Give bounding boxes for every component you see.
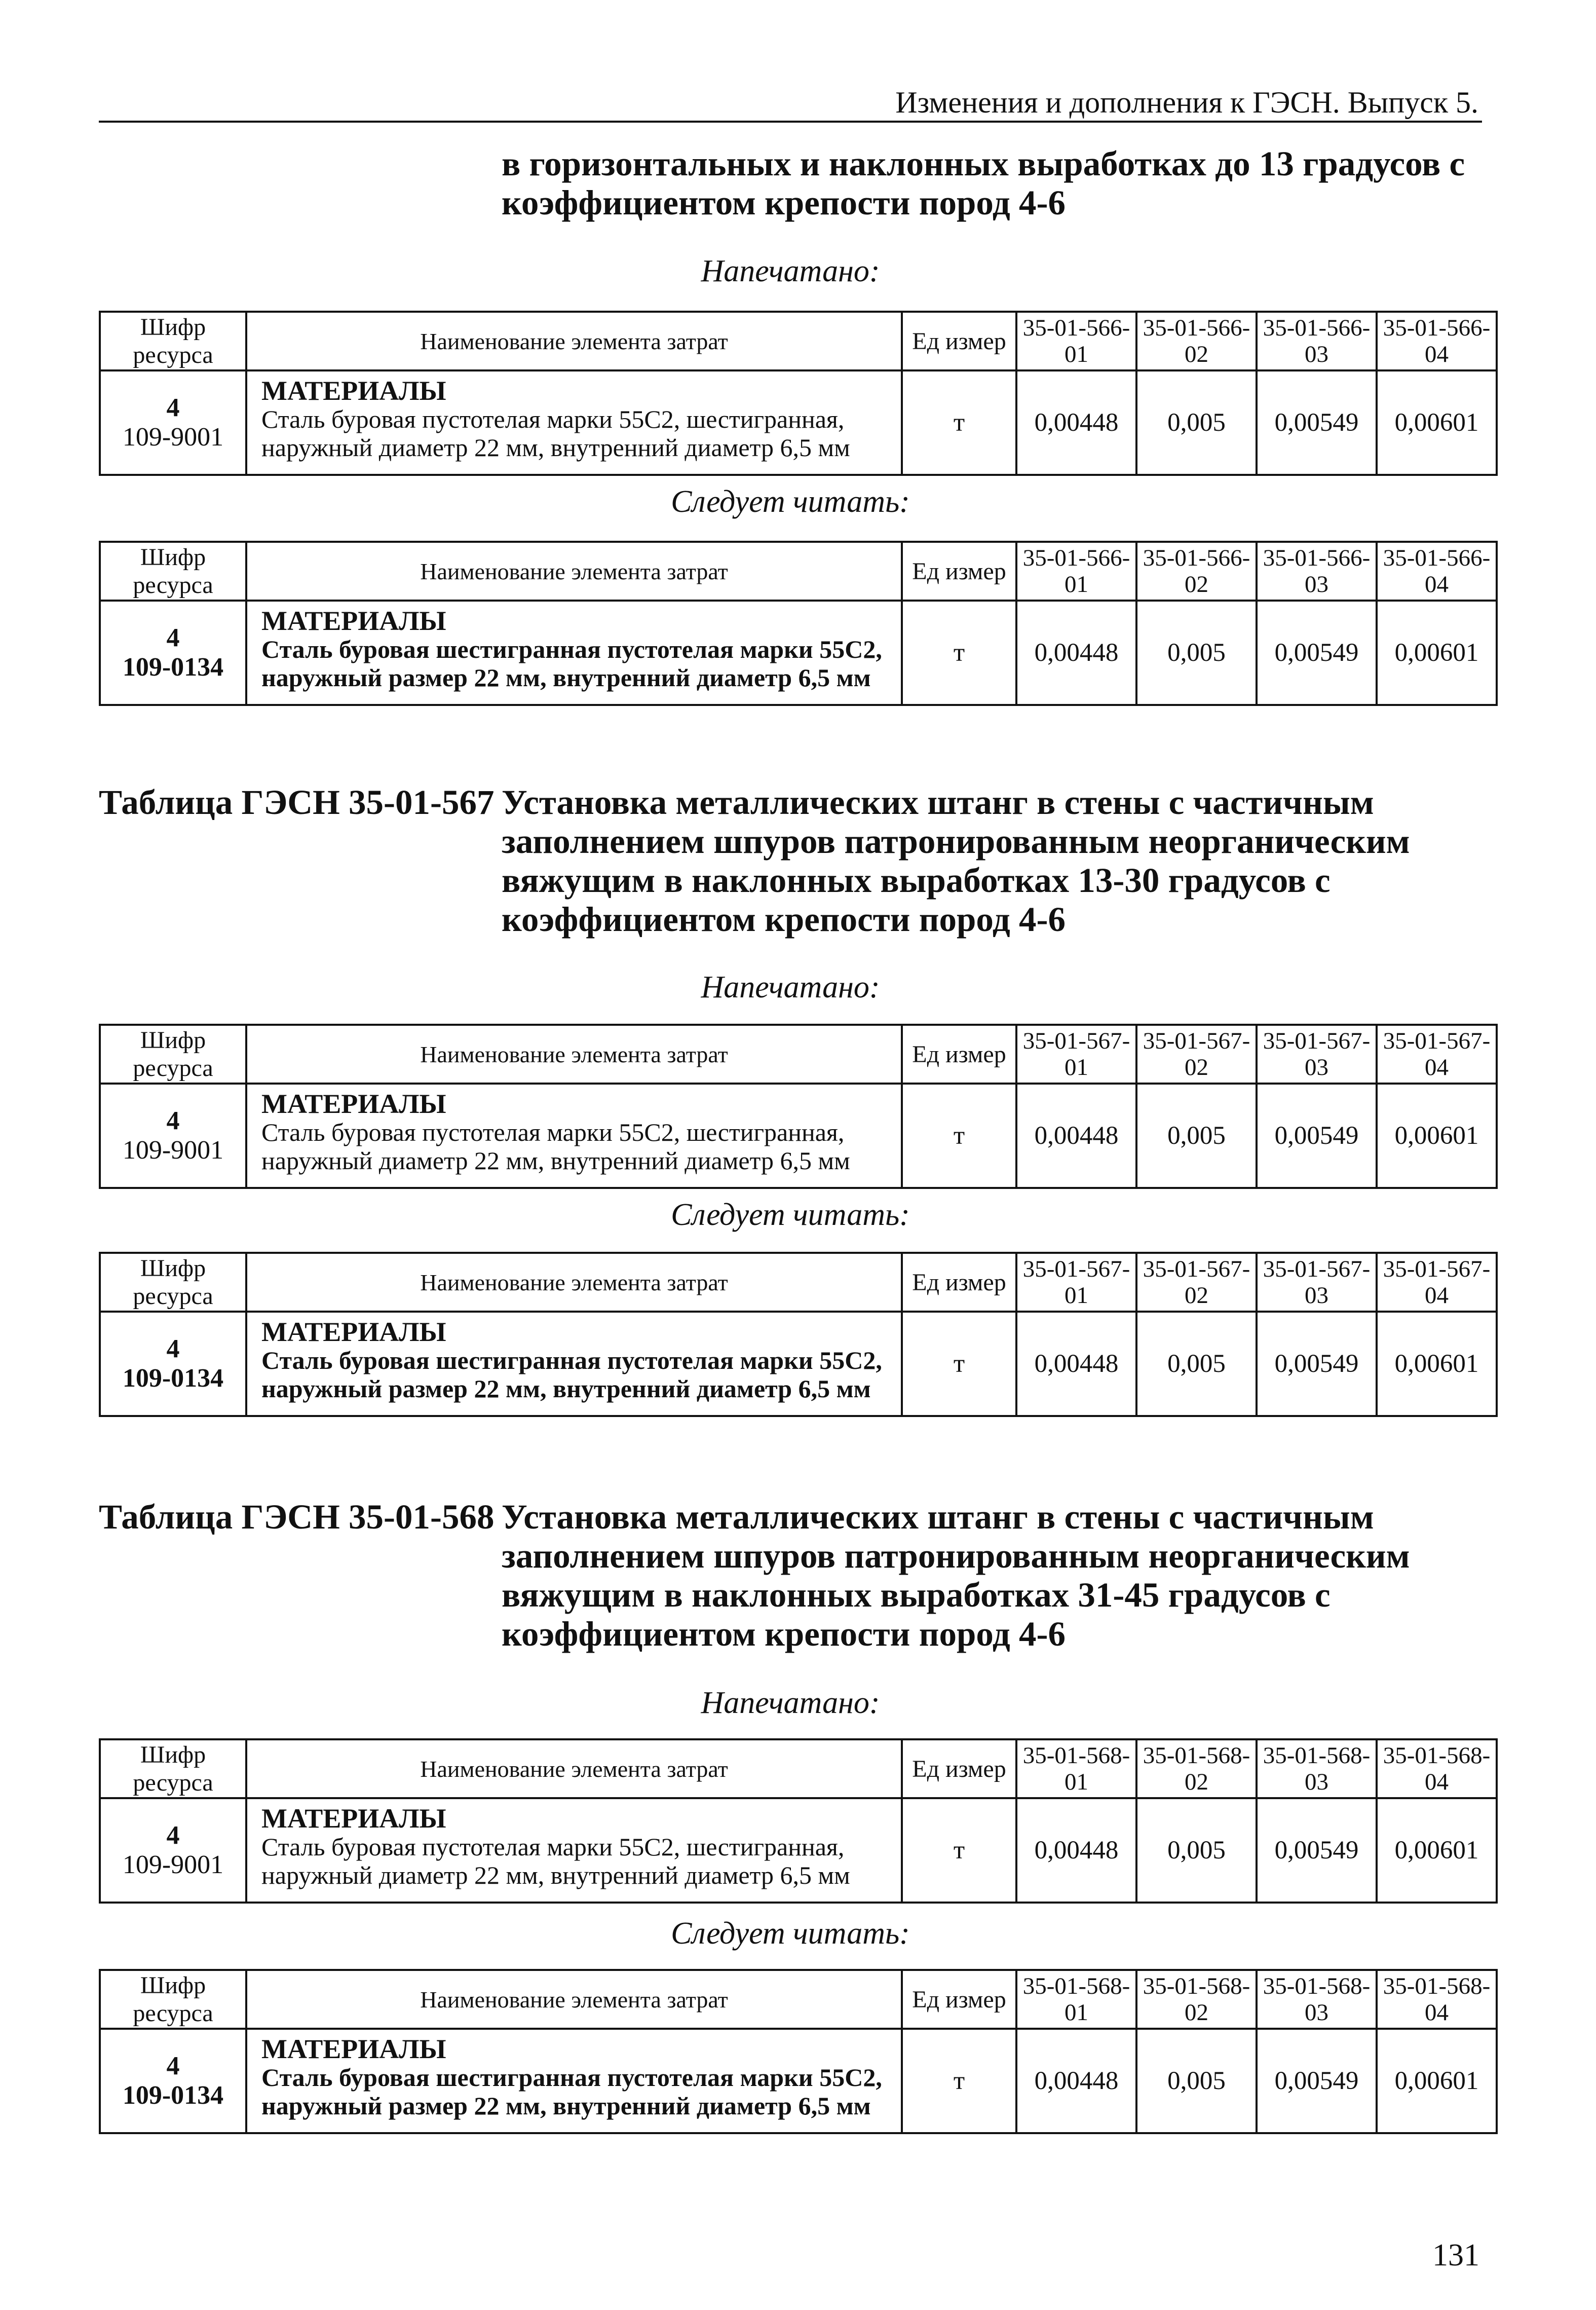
group-label: МАТЕРИАЛЫ — [261, 1317, 446, 1347]
group-label: МАТЕРИАЛЫ — [261, 606, 446, 636]
value-cell: 0,00448 — [1016, 2029, 1136, 2133]
printed-resource-table — [99, 1024, 1498, 1189]
value-cell: 0,00601 — [1377, 2029, 1497, 2133]
table-row — [100, 1798, 1497, 1903]
value-cell: 0,00549 — [1257, 601, 1377, 705]
header-name: Наименование элемента затрат — [246, 1253, 902, 1312]
table-row — [100, 2029, 1497, 2133]
header-norm-code: 35-01-566-01 — [1016, 312, 1136, 370]
header-norm-code: 35-01-566-03 — [1257, 542, 1377, 601]
corrected-resource-table — [99, 1252, 1498, 1417]
header-code: Шифр ресурса — [100, 542, 246, 601]
resource-code-cell — [100, 370, 246, 475]
value-cell: 0,00601 — [1377, 1798, 1497, 1903]
header-norm-code: 35-01-566-03 — [1257, 312, 1377, 370]
resource-name: Сталь буровая пустотелая марки 55С2, шестигранная, наружный диаметр 22 мм, внутренний диаметр 6,5 мм — [261, 1833, 850, 1889]
value-cell: 0,005 — [1136, 1312, 1257, 1416]
header-name: Наименование элемента затрат — [246, 1970, 902, 2029]
group-number: 4 — [166, 1334, 180, 1363]
value-cell: 0,00448 — [1016, 1084, 1136, 1188]
header-norm-code: 35-01-568-03 — [1257, 1739, 1377, 1798]
resource-name-cell — [246, 601, 902, 705]
header-divider — [99, 121, 1482, 123]
header-norm-code: 35-01-567-04 — [1377, 1253, 1497, 1312]
table-row — [100, 1084, 1497, 1188]
printed-resource-table — [99, 1738, 1498, 1904]
page-header: Изменения и дополнения к ГЭСН. Выпуск 5. — [895, 86, 1478, 119]
corrected-resource-table — [99, 541, 1498, 706]
value-cell: 0,005 — [1136, 1084, 1257, 1188]
header-unit: Ед измер — [902, 1025, 1016, 1084]
resource-name: Сталь буровая шестигранная пустотелая марки 55С2, наружный размер 22 мм, внутренний диаметр 6,5 мм — [261, 2063, 882, 2120]
resource-code-cell — [100, 1312, 246, 1416]
resource-code: 109-0134 — [122, 653, 224, 682]
value-cell: 0,00448 — [1016, 601, 1136, 705]
resource-name: Сталь буровая шестигранная пустотелая марки 55С2, наружный размер 22 мм, внутренний диаметр 6,5 мм — [261, 635, 882, 692]
header-norm-code: 35-01-567-01 — [1016, 1253, 1136, 1312]
corrected-resource-table — [99, 1969, 1498, 2134]
resource-name-cell — [246, 1084, 902, 1188]
value-cell: 0,00549 — [1257, 1084, 1377, 1188]
header-norm-code: 35-01-566-04 — [1377, 312, 1497, 370]
header-code: Шифр ресурса — [100, 1739, 246, 1798]
unit-cell: т — [902, 2029, 1016, 2133]
page-number: 131 — [1432, 2238, 1479, 2272]
should-read-label: Следует читать: — [671, 485, 910, 519]
value-cell: 0,00549 — [1257, 370, 1377, 475]
header-name: Наименование элемента затрат — [246, 542, 902, 601]
value-cell: 0,005 — [1136, 601, 1257, 705]
table-header-row — [100, 312, 1497, 370]
header-norm-code: 35-01-567-01 — [1016, 1025, 1136, 1084]
header-norm-code: 35-01-568-04 — [1377, 1739, 1497, 1798]
value-cell: 0,00448 — [1016, 370, 1136, 475]
header-unit: Ед измер — [902, 1253, 1016, 1312]
unit-cell: т — [902, 1312, 1016, 1416]
resource-code: 109-0134 — [122, 2081, 224, 2110]
group-number: 4 — [166, 1821, 180, 1850]
header-unit: Ед измер — [902, 1739, 1016, 1798]
header-unit: Ед измер — [902, 312, 1016, 370]
header-code: Шифр ресурса — [100, 1253, 246, 1312]
resource-code: 109-9001 — [122, 1850, 224, 1879]
header-norm-code: 35-01-568-02 — [1136, 1739, 1257, 1798]
table-title — [99, 783, 1497, 939]
should-read-label: Следует читать: — [671, 1916, 910, 1951]
resource-name-cell — [246, 1312, 902, 1416]
header-norm-code: 35-01-568-01 — [1016, 1970, 1136, 2029]
group-label: МАТЕРИАЛЫ — [261, 1089, 446, 1119]
header-norm-code: 35-01-568-04 — [1377, 1970, 1497, 2029]
resource-name-cell — [246, 2029, 902, 2133]
printed-label: Напечатано: — [701, 1686, 880, 1720]
unit-cell: т — [902, 601, 1016, 705]
value-cell: 0,00448 — [1016, 1312, 1136, 1416]
unit-cell: т — [902, 370, 1016, 475]
header-norm-code: 35-01-566-04 — [1377, 542, 1497, 601]
value-cell: 0,005 — [1136, 370, 1257, 475]
resource-code-cell — [100, 2029, 246, 2133]
resource-name-cell — [246, 1798, 902, 1903]
header-unit: Ед измер — [902, 1970, 1016, 2029]
should-read-label: Следует читать: — [671, 1198, 910, 1232]
header-norm-code: 35-01-567-03 — [1257, 1025, 1377, 1084]
table-header-row — [100, 1253, 1497, 1312]
header-code: Шифр ресурса — [100, 1970, 246, 2029]
group-number: 4 — [166, 1106, 180, 1135]
header-unit: Ед измер — [902, 542, 1016, 601]
header-name: Наименование элемента затрат — [246, 312, 902, 370]
header-norm-code: 35-01-568-03 — [1257, 1970, 1377, 2029]
header-norm-code: 35-01-566-02 — [1136, 312, 1257, 370]
group-number: 4 — [166, 393, 180, 422]
table-title-prefix: Таблица ГЭСН 35-01-567 — [99, 783, 495, 822]
value-cell: 0,00601 — [1377, 1312, 1497, 1416]
table-header-row — [100, 542, 1497, 601]
table-row — [100, 601, 1497, 705]
resource-name-cell — [246, 370, 902, 475]
table-header-row — [100, 1025, 1497, 1084]
intro-title: в горизонтальных и наклонных выработках до 13 градусов с коэффициентом крепости пород 4-6 — [502, 144, 1465, 222]
header-norm-code: 35-01-567-02 — [1136, 1253, 1257, 1312]
value-cell: 0,00549 — [1257, 2029, 1377, 2133]
table-header-row — [100, 1739, 1497, 1798]
header-norm-code: 35-01-566-02 — [1136, 542, 1257, 601]
header-norm-code: 35-01-566-01 — [1016, 542, 1136, 601]
header-name: Наименование элемента затрат — [246, 1739, 902, 1798]
unit-cell: т — [902, 1798, 1016, 1903]
header-code: Шифр ресурса — [100, 1025, 246, 1084]
table-row — [100, 1312, 1497, 1416]
table-title-text: Установка металлических штанг в стены с частичным заполнением шпуров патронированным неорганическим вяжущим в наклонных выработках 31-45 градусов с коэффициентом крепости пород 4-6 — [502, 1498, 1410, 1653]
table-title — [99, 1498, 1497, 1654]
header-norm-code: 35-01-567-04 — [1377, 1025, 1497, 1084]
printed-label: Напечатано: — [701, 970, 880, 1004]
resource-name: Сталь буровая пустотелая марки 55С2, шестигранная, наружный диаметр 22 мм, внутренний диаметр 6,5 мм — [261, 1118, 850, 1175]
header-code: Шифр ресурса — [100, 312, 246, 370]
value-cell: 0,00549 — [1257, 1798, 1377, 1903]
unit-cell: т — [902, 1084, 1016, 1188]
value-cell: 0,00601 — [1377, 1084, 1497, 1188]
header-norm-code: 35-01-567-03 — [1257, 1253, 1377, 1312]
header-name: Наименование элемента затрат — [246, 1025, 902, 1084]
header-norm-code: 35-01-568-02 — [1136, 1970, 1257, 2029]
value-cell: 0,00448 — [1016, 1798, 1136, 1903]
printed-resource-table — [99, 311, 1498, 476]
header-norm-code: 35-01-567-02 — [1136, 1025, 1257, 1084]
table-title-prefix: Таблица ГЭСН 35-01-568 — [99, 1498, 495, 1536]
resource-code: 109-0134 — [122, 1364, 224, 1393]
printed-label: Напечатано: — [701, 254, 880, 288]
value-cell: 0,00549 — [1257, 1312, 1377, 1416]
group-number: 4 — [166, 2052, 180, 2080]
table-header-row — [100, 1970, 1497, 2029]
group-label: МАТЕРИАЛЫ — [261, 1803, 446, 1834]
group-number: 4 — [166, 623, 180, 652]
resource-name: Сталь буровая шестигранная пустотелая марки 55С2, наружный размер 22 мм, внутренний диаметр 6,5 мм — [261, 1346, 882, 1403]
resource-code-cell — [100, 1084, 246, 1188]
resource-code: 109-9001 — [122, 1136, 224, 1165]
group-label: МАТЕРИАЛЫ — [261, 376, 446, 406]
resource-name: Сталь буровая пустотелая марки 55С2, шестигранная, наружный диаметр 22 мм, внутренний диаметр 6,5 мм — [261, 405, 850, 462]
table-title-text: Установка металлических штанг в стены с частичным заполнением шпуров патронированным неорганическим вяжущим в наклонных выработках 13-30 градусов с коэффициентом крепости пород 4-6 — [502, 783, 1410, 939]
value-cell: 0,00601 — [1377, 370, 1497, 475]
table-row — [100, 370, 1497, 475]
header-norm-code: 35-01-568-01 — [1016, 1739, 1136, 1798]
value-cell: 0,005 — [1136, 1798, 1257, 1903]
value-cell: 0,005 — [1136, 2029, 1257, 2133]
group-label: МАТЕРИАЛЫ — [261, 2034, 446, 2064]
resource-code: 109-9001 — [122, 423, 224, 452]
resource-code-cell — [100, 601, 246, 705]
value-cell: 0,00601 — [1377, 601, 1497, 705]
resource-code-cell — [100, 1798, 246, 1903]
